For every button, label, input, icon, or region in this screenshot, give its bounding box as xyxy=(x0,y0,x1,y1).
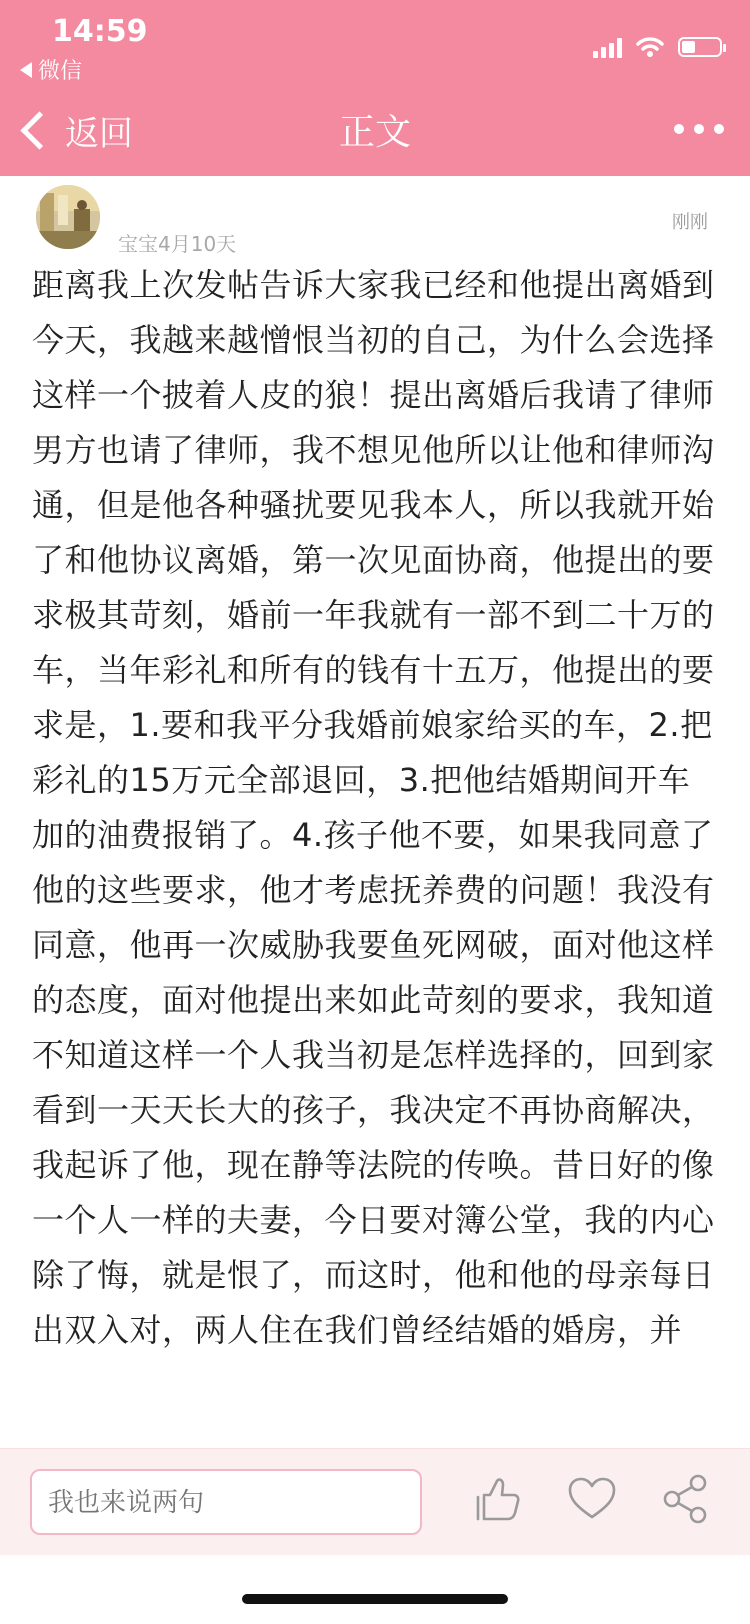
status-time: 14:59 xyxy=(52,14,148,49)
share-icon[interactable] xyxy=(658,1471,714,1527)
bottom-action-bar xyxy=(0,1448,750,1555)
app-header xyxy=(0,0,750,176)
nav-back-label: 返回 xyxy=(65,114,133,154)
status-indicators xyxy=(593,36,722,58)
cellular-signal-icon xyxy=(593,36,622,58)
post-time: 刚刚 xyxy=(672,212,708,233)
page-title: 正文 xyxy=(338,112,411,153)
back-triangle-icon xyxy=(20,62,32,78)
battery-level-fill xyxy=(682,41,695,53)
author-meta: 宝宝4月10天 xyxy=(118,232,237,256)
more-dots-icon[interactable] xyxy=(674,124,724,134)
comment-input[interactable] xyxy=(30,1469,422,1535)
back-app-label: 微信 xyxy=(38,59,83,84)
avatar-image xyxy=(36,185,100,249)
avatar[interactable] xyxy=(36,185,100,249)
post-body-text: 距离我上次发帖告诉大家我已经和他提出离婚到今天，我越来越憎恨当初的自己，为什么会选择这样一个披着人皮的狼！提出离婚后我请了律师男方也请了律师，我不想见他所以让他和律师沟通，但是他各种骚扰要见我本人，所以我就开始了和他协议离婚，第一次见面协商，他提出的要求极其苛刻，婚前一年我就有一部不到二十万的车，当年彩礼和所有的钱有十五万，他提出的要求是，1.要和我平分我婚前娘家给买的车，2.把彩礼的15万元全部退回，3.把他结婚期间开车加的油费报销了。4.孩子他不要，如果我同意了他的这些要求，他才考虑抚养费的问题！我没有同意，他再一次威胁我要鱼死网破，面对他这样的态度，面对他提出来如此苛刻的要求，我知道不知道这样一个人我当初是怎样选择的，回到家看到一天天长大的孩子，我决定不再协商解决，我起诉了他，现在静等法院的传唤。昔日好的像一个人一样的夫妻，今日要对簿公堂，我的内心除了悔，就是恨了，而这时，他和他的母亲每日出双入对，两人住在我们曾经结婚的婚房，并 xyxy=(32,266,715,1349)
home-indicator[interactable] xyxy=(242,1594,508,1604)
like-icon[interactable] xyxy=(468,1471,524,1527)
wifi-icon xyxy=(636,36,664,58)
heart-icon[interactable] xyxy=(564,1471,620,1527)
back-to-app-link[interactable] xyxy=(20,54,82,85)
battery-icon xyxy=(678,37,722,57)
